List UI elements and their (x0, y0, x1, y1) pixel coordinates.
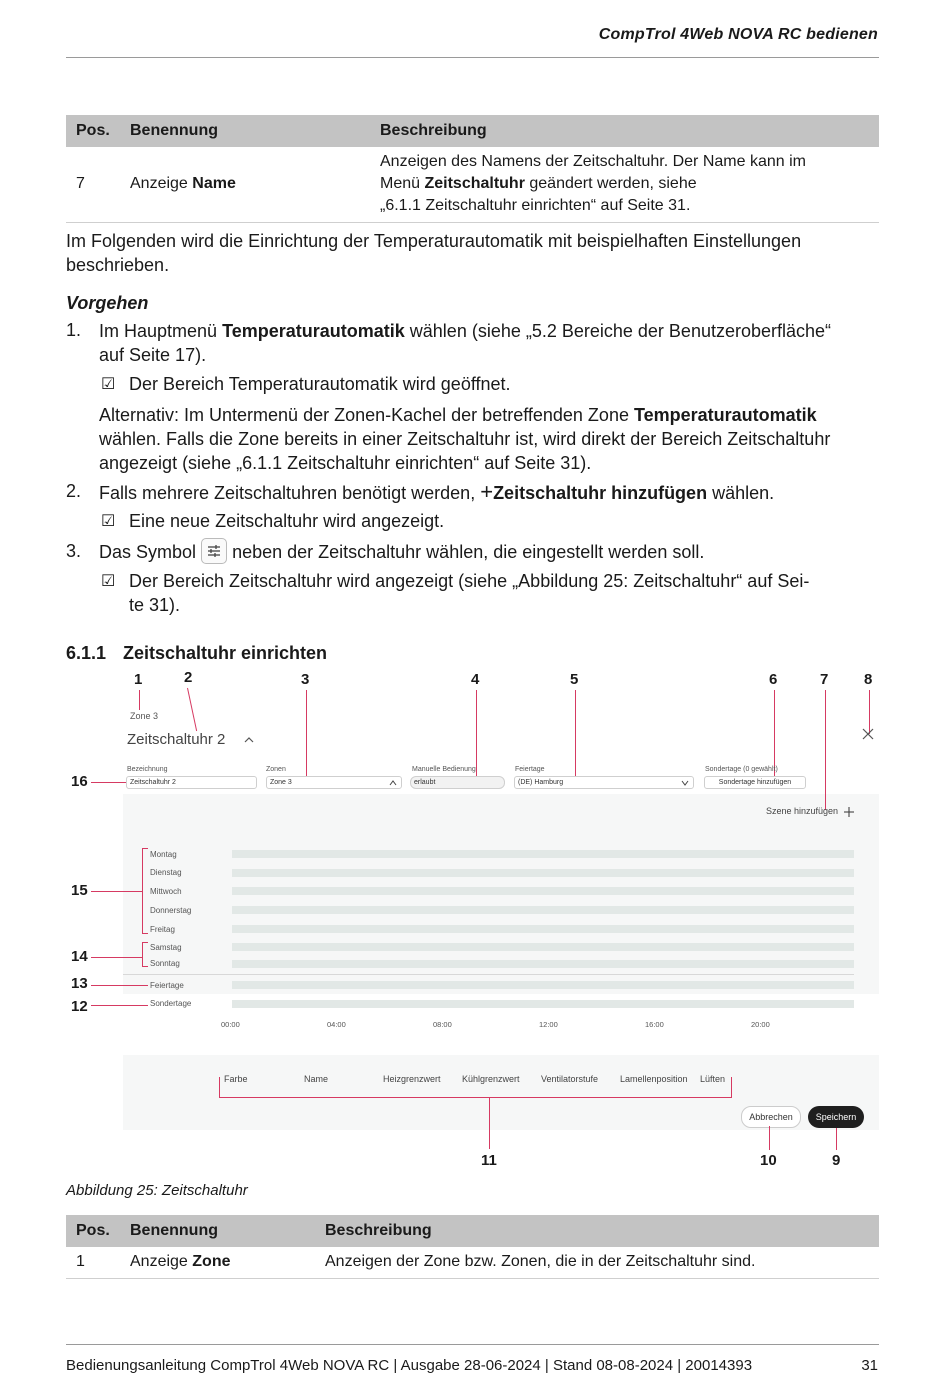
day-label: Samstag (150, 943, 182, 952)
schedule-bar[interactable] (232, 943, 854, 951)
time-tick: 04:00 (327, 1020, 346, 1029)
callout-13: 13 (71, 975, 88, 992)
header-rule (66, 57, 879, 58)
intro-paragraph: Im Folgenden wird die Einrichtung der Temperaturautomatik mit beispielhaften Einstellungen beschrieben. (66, 231, 802, 275)
column-header: Lamellenposition (620, 1074, 688, 1084)
table-positions-bottom (66, 1215, 879, 1279)
leader-line (91, 985, 148, 986)
leader-line (306, 690, 307, 779)
step-3-text: Das Symbol neben der Zeitschaltuhr wählen, die eingestellt werden soll. (99, 540, 879, 566)
table-row (66, 147, 879, 222)
leader-line (139, 690, 140, 710)
page-header-title: CompTrol 4Web NOVA RC bedienen (598, 26, 878, 43)
callout-10: 10 (760, 1152, 777, 1169)
step-1-text: Im Hauptmenü Temperaturautomatik wählen (siehe „5.2 Bereiche der Benutzeroberfläche“ auf Seite 17). (99, 321, 832, 365)
feiertage-label: Feiertage (515, 766, 545, 773)
step-1-number: 1. (66, 320, 82, 340)
table-row (66, 1247, 879, 1278)
col-beschreibung: Beschreibung (315, 1215, 879, 1247)
schedule-bar[interactable] (232, 960, 854, 968)
schedule-bar[interactable] (232, 1000, 854, 1008)
sondertage-label: Sondertage (0 gewählt) (705, 766, 778, 773)
schedule-bar[interactable] (232, 906, 854, 914)
row-pos: 7 (66, 147, 120, 222)
close-icon[interactable] (862, 727, 874, 745)
leader-line (91, 1005, 148, 1006)
callout-4: 4 (471, 671, 480, 688)
footer-text: Bedienungsanleitung CompTrol 4Web NOVA RC | Ausgabe 28-06-2024 | Stand 08-08-2024 | 20014393 (66, 1357, 753, 1374)
manuelle-bedienung-select[interactable]: erlaubt (410, 776, 505, 789)
step-2-text: Falls mehrere Zeitschaltuhren benötigt werden, +Zeitschaltuhr hinzufügen wählen. (99, 479, 775, 504)
day-label: Montag (150, 850, 177, 859)
callout-6: 6 (769, 671, 778, 688)
table-header-row (66, 115, 879, 147)
schedule-bar[interactable] (232, 887, 854, 895)
row-name: Anzeige Zone (120, 1247, 315, 1278)
zonen-label: Zonen (266, 766, 286, 773)
leader-line (476, 690, 477, 779)
bracket-line (142, 848, 148, 849)
feiertage-select[interactable]: (DE) Hamburg (514, 776, 694, 789)
callout-11: 11 (481, 1152, 497, 1169)
day-label: Sondertage (150, 999, 192, 1008)
section-title: Zeitschaltuhr einrichten (123, 643, 328, 663)
chevron-up-icon[interactable] (243, 733, 255, 751)
chevron-up-icon (389, 779, 397, 787)
callout-2: 2 (184, 669, 193, 686)
timer-title[interactable]: Zeitschaltuhr 2 (127, 731, 226, 748)
time-tick: 12:00 (539, 1020, 558, 1029)
column-header: Heizgrenzwert (383, 1074, 441, 1084)
bezeichnung-label: Bezeichnung (127, 766, 168, 773)
section-number: 6.1.1 (66, 643, 107, 663)
step-3-result: Der Bereich Zeitschaltuhr wird angezeigt (siehe „Abbildung 25: Zeitschaltuhr“ auf Sei- te 31). (129, 571, 810, 615)
sondertage-add-button[interactable]: Sondertage hinzufügen (704, 776, 806, 789)
callout-1: 1 (134, 671, 143, 688)
add-scene-button[interactable]: Szene hinzufügen (766, 806, 839, 816)
zone-label: Zone 3 (130, 711, 159, 721)
day-label: Donnerstag (150, 906, 192, 915)
bracket-line (142, 942, 143, 967)
callout-12: 12 (71, 998, 88, 1015)
step-2-number: 2. (66, 481, 82, 501)
col-pos: Pos. (66, 115, 120, 147)
leader-line (489, 1097, 490, 1149)
column-header: Farbe (224, 1074, 248, 1084)
col-pos: Pos. (66, 1215, 120, 1247)
divider (123, 974, 854, 975)
procedure-heading: Vorgehen (66, 293, 149, 313)
page-number: 31 (861, 1357, 878, 1374)
callout-3: 3 (301, 671, 310, 688)
bracket-line (142, 942, 148, 943)
leader-line (825, 690, 826, 810)
col-benennung: Benennung (120, 115, 370, 147)
figure-zeitschaltuhr (0, 660, 950, 1180)
step-3-number: 3. (66, 541, 82, 561)
leader-line (91, 891, 142, 892)
schedule-bar[interactable] (232, 869, 854, 877)
col-beschreibung: Beschreibung (370, 115, 879, 147)
schedule-bar[interactable] (232, 925, 854, 933)
day-label: Freitag (150, 925, 175, 934)
manuelle-bedienung-label: Manuelle Bedienung (412, 766, 476, 773)
table-positions-top (66, 115, 879, 223)
callout-14: 14 (71, 948, 88, 965)
leader-line (769, 1126, 770, 1150)
step-1-result: Der Bereich Temperaturautomatik wird geöffnet. (129, 374, 511, 394)
column-header: Lüften (700, 1074, 726, 1084)
footer-rule (66, 1344, 879, 1345)
callout-5: 5 (570, 671, 579, 688)
schedule-bar[interactable] (232, 850, 854, 858)
callout-9: 9 (832, 1152, 841, 1169)
row-desc: Anzeigen der Zone bzw. Zonen, die in der Zeitschaltuhr sind. (315, 1247, 879, 1278)
schedule-bar[interactable] (232, 981, 854, 989)
row-pos: 1 (66, 1247, 120, 1278)
step-2-result: Eine neue Zeitschaltuhr wird angezeigt. (129, 511, 445, 531)
day-label: Sonntag (150, 959, 180, 968)
leader-line (91, 957, 142, 958)
leader-line (91, 782, 126, 783)
callout-15: 15 (71, 882, 88, 899)
row-desc: Anzeigen des Namens der Zeitschaltuhr. Der Name kann im Menü Zeitschaltuhr geändert werden, siehe „6.1.1 Zeitschaltuhr einrichten“ auf Seite 31. (370, 147, 879, 222)
leader-line (836, 1128, 837, 1150)
callout-7: 7 (820, 671, 829, 688)
time-tick: 08:00 (433, 1020, 452, 1029)
time-tick: 20:00 (751, 1020, 770, 1029)
day-label: Mittwoch (150, 887, 182, 896)
figure-caption: Abbildung 25: Zeitschaltuhr (66, 1182, 248, 1199)
checkbox-icon: ☑ (101, 573, 116, 590)
time-tick: 16:00 (645, 1020, 664, 1029)
leader-line (187, 688, 197, 731)
column-header: Name (304, 1074, 329, 1084)
day-label: Dienstag (150, 868, 182, 877)
bracket-line (142, 966, 148, 967)
plus-icon: + (480, 479, 494, 504)
save-button[interactable]: Speichern (808, 1106, 864, 1128)
bracket-line (142, 933, 148, 934)
column-header: Ventilatorstufe (541, 1074, 599, 1084)
day-label: Feiertage (150, 981, 184, 990)
callout-16: 16 (71, 773, 88, 790)
col-benennung: Benennung (120, 1215, 315, 1247)
step-1-alternative: Alternativ: Im Untermenü der Zonen-Kachel der betreffenden Zone Temperaturautomatik wählen. Falls die Zone bereits in einer Zeitschaltuhr ist, wird direkt der Bereich Zeitschaltuhr angezeigt (siehe „6.1.1 Zeitschaltuhr einrichten“ auf Seite 31). (99, 405, 831, 473)
checkbox-icon: ☑ (101, 513, 116, 530)
leader-line (575, 690, 576, 779)
checkbox-icon: ☑ (101, 376, 116, 393)
column-header: Kühlgrenzwert (462, 1074, 520, 1084)
settings-sliders-icon (201, 538, 227, 564)
bracket-line (731, 1077, 732, 1098)
callout-8: 8 (864, 671, 873, 688)
cancel-button[interactable]: Abbrechen (741, 1106, 801, 1128)
time-tick: 00:00 (221, 1020, 240, 1029)
bracket-line (142, 848, 143, 934)
chevron-down-icon (681, 779, 689, 787)
zonen-select[interactable]: Zone 3 (266, 776, 402, 789)
bracket-line (219, 1077, 220, 1098)
bezeichnung-input[interactable]: Zeitschaltuhr 2 (126, 776, 257, 789)
row-name: Anzeige Name (120, 147, 370, 222)
bracket-line (219, 1097, 732, 1098)
table-header-row (66, 1215, 879, 1247)
plus-icon[interactable] (843, 805, 855, 823)
